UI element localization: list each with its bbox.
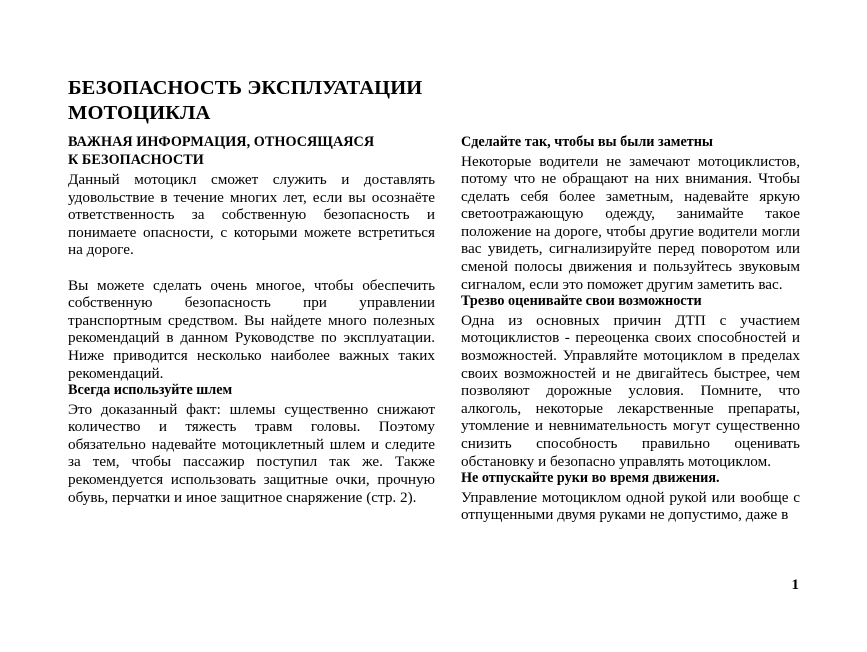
page-title-line-2: МОТОЦИКЛА: [68, 102, 211, 124]
left-column: [68, 134, 435, 506]
subheading-always-use-helmet: Всегда используйте шлем: [68, 382, 233, 399]
paragraph-always-use-helmet: Это доказанный факт: шлемы существенно снижают количество и тяжесть травм головы. Поэтому обязательно надевайте мотоциклетный шлем и следите за тем, чтобы пассажир поступил так же. Также рекомендуется использовать защитные очки, прочную обувь, перчатки и иное защитное снаряжение (стр. 2).: [68, 400, 435, 506]
paragraph-assess-abilities: Одна из основных причин ДТП с участием мотоциклистов - переоценка своих способностей и возможностей. Управляйте мотоциклом в пределах своих возможностей и не двигайтесь быстрее, чем позволяют дорожные условия. Помните, что алкоголь, некоторые лекарственные препараты, утомление и невнимательность могут существенно снизить способность правильно оценивать обстановку и безопасно управлять мотоциклом.: [461, 311, 800, 470]
paragraph-be-visible: Некоторые водители не замечают мотоциклистов, потому что не обращают на них внимания. Чтобы сделать себя более заметным, надевайте яркую светоотражающую одежду, занимайте такое положение на дороге, чтобы другие водители могли вас увидеть, сигнализируйте перед поворотом или сменой полосы движения и пользуйтесь звуковым сигналом, если это поможет другим заметить вас.: [461, 152, 800, 293]
section-heading-safety-information-line-2: К БЕЗОПАСНОСТИ: [68, 151, 204, 168]
section-heading-safety-information-line-1: ВАЖНАЯ ИНФОРМАЦИЯ, ОТНОСЯЩАЯСЯ: [68, 134, 375, 150]
subheading-be-visible: Сделайте так, чтобы вы были заметны: [461, 134, 713, 150]
paragraph-intro-2: Вы можете сделать очень многое, чтобы обеспечить собственную безопасность при управлении транспортным средством. Вы найдете много полезных рекомендаций в данном Руководстве по эксплуатации. Ниже приводится несколько наиболее важных таких рекомендаций.: [68, 276, 435, 382]
page-title: [68, 76, 448, 126]
paragraph-keep-hands-on: Управление мотоциклом одной рукой или вообще с отпущенными двумя руками не допустимо, даже в: [461, 488, 800, 524]
page-number: 1: [791, 577, 799, 593]
right-column: [461, 134, 800, 524]
section-heading-safety-information: [68, 134, 435, 169]
paragraph-intro-1: Данный мотоцикл сможет служить и доставлять удовольствие в течение многих лет, если вы осознаёте ответственность за собственную безопасность и понимаете опасности, с которыми можете встретиться на дороге.: [68, 171, 435, 259]
page-title-line-1: БЕЗОПАСНОСТЬ ЭКСПЛУАТАЦИИ: [68, 77, 423, 99]
subheading-keep-hands-on: Не отпускайте руки во время движения.: [461, 470, 720, 487]
subheading-assess-abilities: Трезво оценивайте свои возможности: [461, 293, 702, 310]
